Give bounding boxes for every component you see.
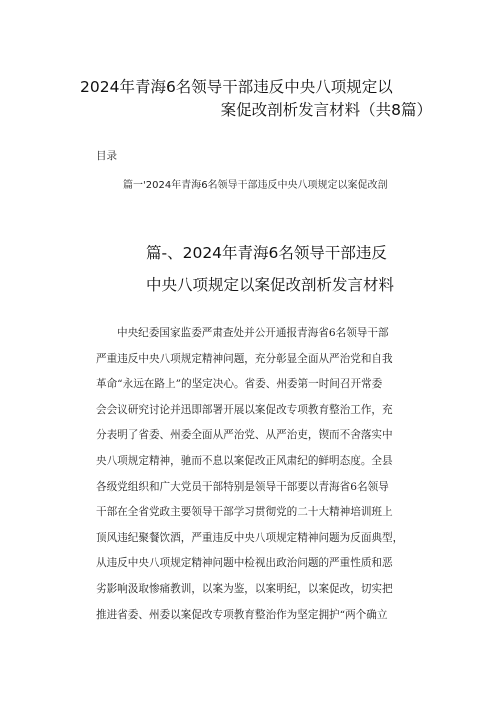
toc-label: 目录 — [96, 150, 117, 162]
body-line: 严重违反中央八项规定精神问题，充分彰显全面从严治党和自我 — [96, 352, 393, 365]
body-line: 中央纪委国家监委严肃查处并公开通报青海省6名领导干部 — [117, 327, 389, 339]
section-title — [60, 237, 460, 301]
section-title-line-1: 篇-、2024年青海6名领导干部违反 — [146, 244, 387, 262]
body-line: 会会议研究讨论并迅即部署开展以案促改专项教育整治工作，充 — [96, 403, 393, 416]
body-line: 央八项规定精神，驰而不息以案促改正风肃纪的鲜明态度。全县 — [96, 454, 393, 467]
document-title-line-1: 2024年青海6名领导干部违反中央八项规定以 — [80, 78, 393, 96]
body-line: 革命“永远在路上”的坚定决心。省委、州委第一时间召开常委 — [96, 378, 383, 391]
body-line: 顶风违纪聚餐饮酒，严重违反中央八项规定精神问题为反面典型， — [96, 531, 404, 544]
body-line: 劣影响汲取惨痛教训，以案为鉴，以案明纪，以案促改，切实把 — [96, 582, 393, 595]
document-title-line-2: 案促改剖析发言材料（共8篇） — [220, 101, 432, 119]
body-line: 干部在全省党政主要领导干部学习贯彻党的二十大精神培训班上 — [96, 506, 393, 519]
body-line: 推进省委、州委以案促改专项教育整治作为坚定拥护“两个确立 — [96, 608, 388, 621]
toc-entry[interactable]: 篇一'2024年青海6名领导干部违反中央八项规定以案促改剖 — [123, 180, 388, 191]
document-title — [60, 76, 460, 122]
section-title-line-2: 中央八项规定以案促改剖析发言材料 — [146, 276, 395, 294]
body-line: 各级党组织和广大党员干部特别是领导干部要以青海省6名领导 — [96, 480, 389, 493]
body-paragraph — [96, 321, 441, 628]
body-line: 从违反中央八项规定精神问题中检视出政治问题的严重性质和恶 — [96, 557, 393, 570]
body-line: 分表明了省委、州委全面从严治党、从严治吏，锲而不舍落实中 — [96, 429, 393, 442]
